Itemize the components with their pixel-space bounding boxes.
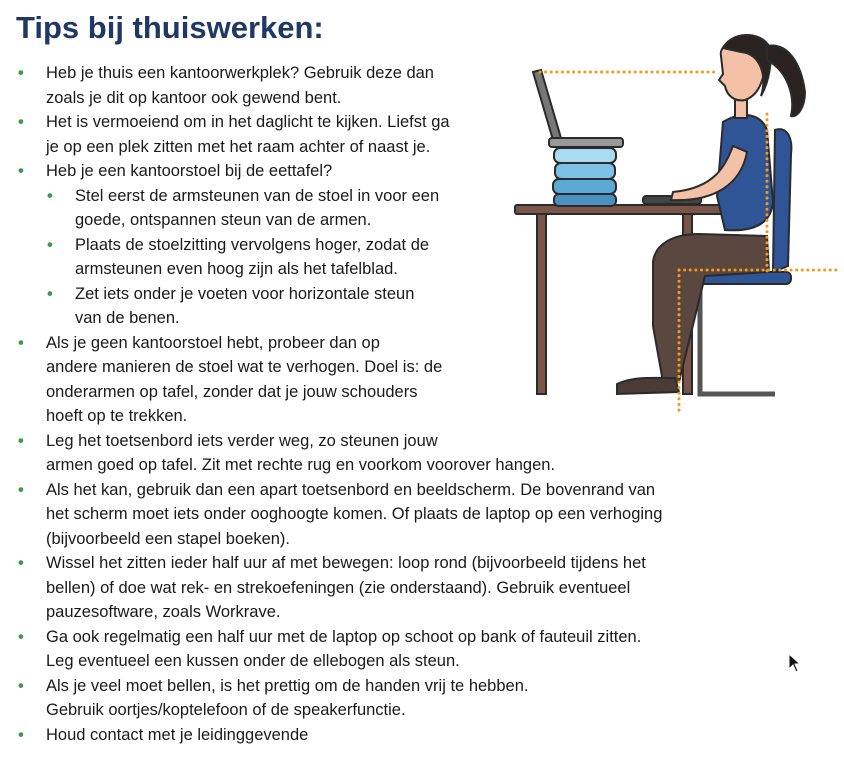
bullet-icon: • [18,480,24,499]
tip-line: Wissel het zitten ieder half uur af met bewegen: loop rond (bijvoorbeeld tijdens het [46,554,646,572]
tip-line: Houd contact met je leidinggevende [46,725,309,744]
tip-line: Ga ook regelmatig een half uur met de laptop op schoot op bank of fauteuil zitten. [46,627,642,646]
list-item [0,478,720,552]
bullet-icon: • [47,284,53,303]
tip-line: het scherm moet iets onder ooghoogte komen. Of plaats de laptop op een verhoging [46,505,663,523]
list-item [0,429,720,478]
tip-line: Het is vermoeiend om in het daglicht te kijken. Liefst ga [46,113,450,131]
ergonomic-workstation-illustration [505,26,844,421]
tip-line: Gebruik oortjes/koptelefoon of de speakerfunctie. [46,701,406,719]
tip-line: Als je geen kantoorstoel hebt, probeer dan op [46,333,380,352]
tip-line: Als je veel moet bellen, is het prettig om de handen vrij te hebben. [46,676,529,695]
tip-line: armsteunen even hoog zijn als het tafelblad. [75,260,398,278]
tip-line: Plaats de stoelzitting vervolgens hoger, zodat de [75,235,430,254]
tip-line: andere manieren de stoel wat te verhogen. Doel is: de [46,358,443,376]
tip-line: zoals je dit op kantoor ook gewend bent. [46,88,342,107]
tip-line: armen goed op tafel. Zit met rechte rug en voorkom voorover hangen. [46,456,556,474]
tip-line: pauzesoftware, zoals Workrave. [46,603,281,621]
mouse-cursor-icon [788,653,802,673]
tip-line: (bijvoorbeeld een stapel boeken). [46,529,290,548]
tip-line: Als het kan, gebruik dan een apart toetsenbord en beeldscherm. De bovenrand van [46,480,656,499]
bullet-icon: • [18,431,24,450]
book-stack [553,148,616,206]
tip-line: Leg het toetsenbord iets verder weg, zo steunen jouw [46,431,438,450]
tip-line: Zet iets onder je voeten voor horizontale steun [75,284,415,303]
bullet-icon: • [47,186,53,205]
bullet-icon: • [47,235,53,254]
bullet-icon: • [18,627,24,646]
tip-line: van de benen. [75,309,180,327]
bullet-icon: • [18,162,24,180]
list-item [0,674,720,723]
tip-line: Stel eerst de armsteunen van de stoel in voor een [75,186,440,205]
bullet-icon: • [18,554,24,572]
bullet-icon: • [18,64,24,82]
tip-line: Leg eventueel een kussen onder de ellebogen als steun. [46,652,460,670]
tip-line: Heb je een kantoorstoel bij de eettafel? [46,162,333,180]
bullet-icon: • [18,113,24,131]
tip-line: hoeft op te trekken. [46,407,188,425]
laptop [533,70,623,147]
bullet-icon: • [18,676,24,695]
tip-line: bellen) of doe wat rek- en strekoefeningen (zie onderstaand). Gebruik eventueel [46,578,631,597]
tip-line: goede, ontspannen steun van de armen. [75,211,372,229]
bullet-icon: • [18,333,24,352]
list-item [0,723,720,748]
list-item [0,625,720,674]
tip-line: onderarmen op tafel, zonder dat je jouw schouders [46,382,418,401]
page-title: Tips bij thuiswerken: [16,10,324,45]
tip-line: Heb je thuis een kantoorwerkplek? Gebruik deze dan [46,64,434,82]
tip-line: je op een plek zitten met het raam achter of naast je. [46,137,431,156]
list-item [0,551,720,625]
bullet-icon: • [18,725,24,744]
